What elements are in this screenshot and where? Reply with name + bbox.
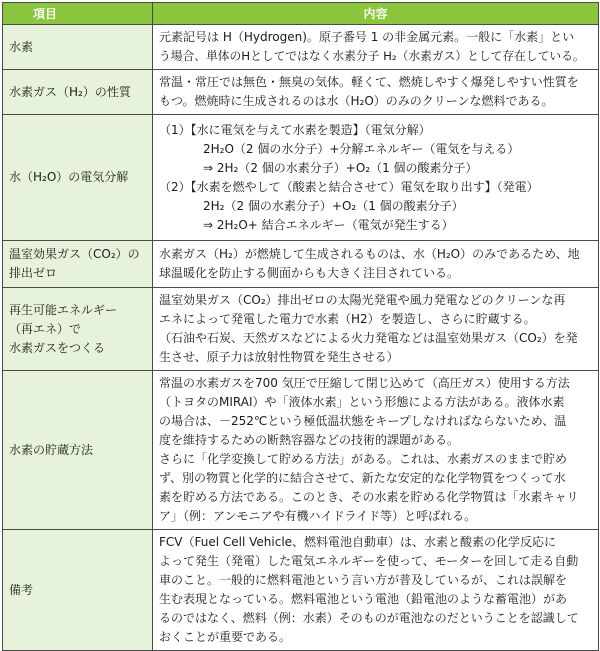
content-line: るのではなく、燃料（例：水素）そのものが電池なのだということを認識して [159, 611, 579, 625]
row-label-cell [3, 25, 153, 70]
hydrogen-info-table [2, 2, 599, 651]
row-label-cell [3, 371, 153, 530]
row-content-cell [153, 530, 599, 651]
row-content-cell [153, 241, 599, 288]
row-label: 水素の貯蔵方法 [9, 442, 94, 457]
row-label: 水素 [9, 39, 34, 54]
row-label-cell [3, 241, 153, 288]
content-line: 車のこと。一般的に燃料電池という言い方が普及しているが、これは誤解を [159, 573, 568, 587]
content-line: （トヨタのMIRAI）や「液体水素」という形態による方法がある。液体水素 [159, 395, 565, 409]
table-row [3, 25, 599, 70]
table-header-row [3, 3, 599, 25]
content-line: う場合、単体のHとしてではなく水素分子 H₂（水素ガス）として存在している。 [159, 49, 585, 63]
content-line: 元素記号は H（Hydrogen)。原子番号 1 の非金属元素。一般に「水素」とい [159, 30, 575, 44]
content-line: 常温の水素ガスを700 気圧で圧縮して閉じ込めて（高圧ガス）使用する方法 [159, 376, 570, 390]
content-line: 2H₂（2 個の水素分子）+O₂（1 個の酸素分子） [203, 198, 464, 213]
row-label: 水（H₂O）の電気分解 [9, 170, 129, 184]
content-line: 2H₂O（2 個の水分子）+分解エネルギー（電気を与える） [203, 141, 520, 156]
content-line: FCV（Fuel Cell Vehicle、燃料電池自動車）は、水素と酸素の化学反応に [159, 535, 557, 549]
row-label: 備考 [9, 582, 34, 597]
content-line: 生む表現となっている。燃料電池という電池（鉛電池のような蓄電池）があ [159, 592, 568, 606]
content-line: さらに「化学変換して貯める方法」がある。これは、水素ガスのままで貯め [159, 452, 568, 466]
row-label: （再エネ）で [9, 321, 82, 336]
table-row [3, 530, 599, 651]
content-line: 素を貯める方法である。このとき、その水素を貯める化学物質は「水素キャリ [159, 490, 579, 504]
content-line: （2）【水素を燃やして（酸素と結合させて）電気を取り出す】（発電） [159, 179, 539, 194]
content-line: よって発生（発電）した電気エネルギーを使って、モーターを回して走る自動 [159, 554, 579, 568]
content-line: （石油や石炭、天然ガスなどによる火力発電などは温室効果ガス（CO₂）を発 [159, 331, 578, 345]
row-label: 水素ガスをつくる [9, 340, 106, 355]
content-line: ⇒ 2H₂（2 個の水素分子）+O₂（1 個の酸素分子） [203, 160, 478, 175]
row-content-cell [153, 115, 599, 241]
content-line: 常温・常圧では無色・無臭の気体。軽くて、燃焼しやすく爆発しやすい性質を [159, 75, 579, 89]
content-line: の場合は、－252℃という極低温状態をキープしなければならないため、温 [159, 414, 567, 428]
row-label-cell [3, 288, 153, 371]
content-line: 度を維持するための断熱容器などの技術的課題がある。 [159, 433, 460, 447]
row-label-cell [3, 530, 153, 651]
content-line: （1）【水に電気を与えて水素を製造】（電気分解） [159, 122, 431, 137]
table-body [3, 25, 599, 651]
row-content-cell [153, 70, 599, 115]
column-header-content: 内容 [153, 3, 599, 25]
content-line: ず、別の物質と化学的に結合させて、新たな安定的な化学物質をつくって水 [159, 471, 566, 485]
row-content-cell [153, 288, 599, 371]
row-label: 再生可能エネルギー [9, 302, 118, 317]
row-label-cell [3, 70, 153, 115]
content-line: おくことが重要である。 [159, 630, 292, 644]
table-row [3, 115, 599, 241]
row-content-cell [153, 371, 599, 530]
row-label: 温室効果ガス（CO₂）の [9, 247, 140, 261]
table-row [3, 288, 599, 371]
content-line: もつ。燃焼時に生成されるのは水（H₂O）のみのクリーンな燃料である。 [159, 94, 554, 108]
table-row [3, 70, 599, 115]
content-line: 生させ、原子力は放射性物質を発生させる） [159, 350, 399, 364]
row-label: 水素ガス（H₂）の性質 [9, 84, 131, 99]
row-content-cell [153, 25, 599, 70]
content-line: ⇒ 2H₂O+ 結合エネルギー（電気が発生する） [203, 217, 454, 232]
content-line: エネによって発電した電力で水素（H2）を製造し、さらに貯蔵する。 [159, 312, 536, 326]
row-label-cell [3, 115, 153, 241]
row-label: 排出ゼロ [9, 266, 58, 280]
content-line: 水素ガス（H₂）が燃焼して生成されるものは、水（H₂O）のみであるため、地 [159, 247, 580, 261]
content-line: ア」（例：アンモニアや有機ハイドライド等）と呼ばれる。 [159, 509, 477, 523]
table-row [3, 241, 599, 288]
table-row [3, 371, 599, 530]
column-header-item: 項目 [3, 3, 153, 25]
content-line: 温室効果ガス（CO₂）排出ゼロの太陽光発電や風力発電などのクリーンな再 [159, 293, 566, 307]
content-line: 球温暖化を防止する側面からも大きく注目されている。 [159, 266, 460, 280]
